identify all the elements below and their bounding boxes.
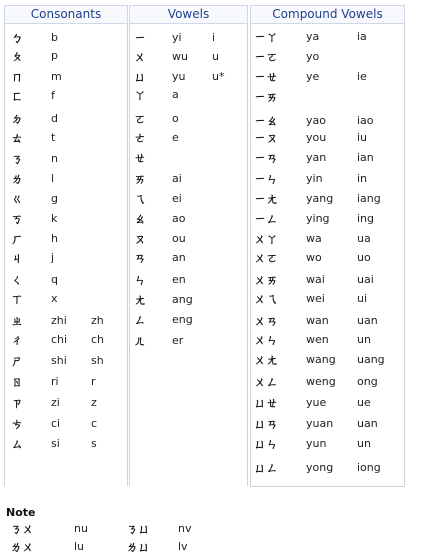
pinyin-combined: uan — [357, 417, 378, 430]
pinyin: lv — [178, 540, 188, 553]
zhuyin-symbol: ㄤ — [134, 293, 147, 307]
consonants-list — [4, 24, 128, 486]
consonants-row — [5, 292, 127, 306]
zhuyin-symbol: ㄧㄥ — [254, 212, 279, 226]
compound-row — [251, 437, 404, 451]
pinyin-standalone: yan — [306, 151, 327, 164]
zhuyin-symbol: ㄅ — [11, 31, 24, 45]
pinyin-combined: z — [91, 396, 97, 409]
vowels-header: Vowels — [129, 5, 248, 24]
pinyin-standalone: ou — [172, 232, 186, 245]
compound-row — [251, 396, 404, 410]
zhuyin-symbol: ㄗ — [11, 396, 24, 410]
pinyin-standalone: m — [51, 70, 62, 83]
vowels-row — [130, 334, 247, 348]
zhuyin-symbol: ㄎ — [11, 212, 24, 226]
zhuyin-symbol: ㄨㄥ — [254, 375, 279, 389]
pinyin-standalone: you — [306, 131, 327, 144]
zhuyin-symbol: ㄧ — [134, 31, 147, 45]
consonants-row — [5, 89, 127, 103]
pinyin-combined: ui — [357, 292, 368, 305]
zhuyin-symbol: ㄌㄨ — [10, 540, 35, 554]
vowels-row — [130, 251, 247, 265]
consonants-row — [5, 396, 127, 410]
compound-row — [251, 333, 404, 347]
zhuyin-symbol: ㄥ — [134, 313, 147, 327]
vowels-row — [130, 31, 247, 45]
compound-row — [251, 273, 404, 287]
pinyin-standalone: yi — [172, 31, 182, 44]
note-row — [0, 522, 425, 536]
vowels-row — [130, 212, 247, 226]
zhuyin-symbol: ㄜ — [134, 131, 147, 145]
zhuyin-symbol: ㄇ — [11, 70, 24, 84]
pinyin-standalone: yo — [306, 50, 320, 63]
zhuyin-symbol: ㄘ — [11, 417, 24, 431]
vowels-row — [130, 172, 247, 186]
note-row — [0, 540, 425, 554]
zhuyin-symbol: ㄝ — [134, 151, 147, 165]
consonants-row — [5, 31, 127, 45]
pinyin-standalone: ri — [51, 375, 59, 388]
pinyin-standalone: zhi — [51, 314, 67, 327]
zhuyin-symbol: ㄍ — [11, 192, 24, 206]
zhuyin-symbol: ㄑ — [11, 273, 24, 287]
pinyin-combined: ian — [357, 151, 374, 164]
consonants-row — [5, 437, 127, 451]
pinyin-standalone: wa — [306, 232, 322, 245]
compound-row — [251, 417, 404, 431]
pinyin: lu — [74, 540, 85, 553]
zhuyin-symbol: ㄟ — [134, 192, 147, 206]
zhuyin-symbol: ㄨ — [134, 50, 147, 64]
zhuyin-symbol: ㄋㄩ — [126, 522, 151, 536]
pinyin-standalone: yao — [306, 114, 326, 127]
pinyin-standalone: e — [172, 131, 179, 144]
pinyin-standalone: shi — [51, 354, 67, 367]
compound-vowels-panel — [250, 5, 405, 487]
compound-row — [251, 375, 404, 389]
zhuyin-symbol: ㄈ — [11, 89, 24, 103]
vowels-row — [130, 313, 247, 327]
zhuyin-symbol: ㄧㄛ — [254, 50, 279, 64]
pinyin-combined: i — [212, 31, 216, 44]
pinyin-standalone: yun — [306, 437, 327, 450]
pinyin-combined: ing — [357, 212, 375, 225]
zhuyin-symbol: ㄦ — [134, 334, 147, 348]
pinyin-standalone: wan — [306, 314, 329, 327]
pinyin-standalone: j — [51, 251, 55, 264]
zhuyin-symbol: ㄕ — [11, 354, 24, 368]
pinyin-standalone: er — [172, 334, 184, 347]
pinyin-standalone: k — [51, 212, 58, 225]
pinyin-standalone: weng — [306, 375, 336, 388]
zhuyin-symbol: ㄉ — [11, 112, 24, 126]
consonants-row — [5, 172, 127, 186]
pinyin-combined: iu — [357, 131, 368, 144]
consonants-row — [5, 273, 127, 287]
compound-row — [251, 151, 404, 165]
zhuyin-symbol: ㄆ — [11, 49, 24, 63]
vowels-row — [130, 232, 247, 246]
pinyin-standalone: wen — [306, 333, 329, 346]
pinyin-standalone: ang — [172, 293, 193, 306]
pinyin-combined: iang — [357, 192, 381, 205]
pinyin-combined: un — [357, 333, 371, 346]
consonants-row — [5, 375, 127, 389]
zhuyin-symbol: ㄧㄚ — [254, 30, 279, 44]
pinyin-combined: uai — [357, 273, 374, 286]
zhuyin-symbol: ㄧㄢ — [254, 151, 279, 165]
pinyin-standalone: x — [51, 292, 58, 305]
pinyin-standalone: ei — [172, 192, 182, 205]
zhuyin-symbol: ㄨㄤ — [254, 353, 279, 367]
pinyin-standalone: ying — [306, 212, 330, 225]
zhuyin-symbol: ㄙ — [11, 437, 24, 451]
zhuyin-symbol: ㄩㄢ — [254, 417, 279, 431]
consonants-row — [5, 131, 127, 145]
vowels-row — [130, 273, 247, 287]
consonants-row — [5, 333, 127, 347]
pinyin-standalone: wai — [306, 273, 325, 286]
pinyin-standalone: zi — [51, 396, 60, 409]
compound-row — [251, 70, 404, 84]
zhuyin-symbol: ㄧㄝ — [254, 70, 279, 84]
compound-row — [251, 314, 404, 328]
pinyin-combined: c — [91, 417, 98, 430]
compound-vowels-list — [250, 24, 405, 487]
zhuyin-symbol: ㄊ — [11, 131, 24, 145]
consonants-row — [5, 232, 127, 246]
vowels-row — [130, 50, 247, 64]
pinyin-combined: sh — [91, 354, 104, 367]
zhuyin-symbol: ㄩ — [134, 70, 147, 84]
pinyin-standalone: ci — [51, 417, 61, 430]
zhuyin-symbol: ㄛ — [134, 112, 147, 126]
pinyin-standalone: h — [51, 232, 58, 245]
zhuyin-symbol: ㄚ — [134, 88, 147, 102]
pinyin-combined: in — [357, 172, 368, 185]
vowels-row — [130, 192, 247, 206]
vowels-panel — [129, 5, 248, 486]
zhuyin-symbol: ㄣ — [134, 273, 147, 287]
pinyin: nv — [178, 522, 192, 535]
pinyin-standalone: f — [51, 89, 55, 102]
compound-vowels-header: Compound Vowels — [250, 5, 405, 24]
pinyin-standalone: yuan — [306, 417, 334, 430]
zhuyin-symbol: ㄨㄣ — [254, 333, 279, 347]
pinyin-combined: ch — [91, 333, 105, 346]
zhuyin-symbol: ㄐ — [11, 251, 24, 265]
pinyin-standalone: g — [51, 192, 58, 205]
compound-row — [251, 461, 404, 475]
vowels-row — [130, 131, 247, 145]
pinyin-combined: r — [91, 375, 96, 388]
zhuyin-symbol: ㄧㄞ — [254, 90, 279, 104]
pinyin-standalone: ai — [172, 172, 182, 185]
zhuyin-symbol: ㄔ — [11, 333, 24, 347]
pinyin-standalone: yang — [306, 192, 334, 205]
consonants-row — [5, 152, 127, 166]
compound-row — [251, 212, 404, 226]
zhuyin-symbol: ㄨㄢ — [254, 314, 279, 328]
pinyin-combined: ue — [357, 396, 371, 409]
compound-row — [251, 30, 404, 44]
pinyin-standalone: yue — [306, 396, 327, 409]
zhuyin-symbol: ㄠ — [134, 212, 147, 226]
consonants-row — [5, 314, 127, 328]
pinyin-standalone: wu — [172, 50, 188, 63]
pinyin-standalone: ao — [172, 212, 186, 225]
pinyin-standalone: q — [51, 273, 58, 286]
pinyin-standalone: wo — [306, 251, 322, 264]
pinyin-standalone: wei — [306, 292, 325, 305]
pinyin-standalone: a — [172, 88, 179, 101]
pinyin-combined: un — [357, 437, 371, 450]
pinyin-standalone: d — [51, 112, 58, 125]
zhuyin-symbol: ㄧㄡ — [254, 131, 279, 145]
zhuyin-symbol: ㄢ — [134, 251, 147, 265]
vowels-list — [129, 24, 248, 486]
vowels-row — [130, 88, 247, 102]
consonants-row — [5, 70, 127, 84]
pinyin-combined: ie — [357, 70, 367, 83]
zhuyin-symbol: ㄞ — [134, 172, 147, 186]
zhuyin-symbol: ㄨㄛ — [254, 251, 279, 265]
consonants-row — [5, 112, 127, 126]
pinyin-combined: zh — [91, 314, 104, 327]
compound-row — [251, 114, 404, 128]
pinyin-standalone: an — [172, 251, 186, 264]
zhuyin-symbol: ㄩㄥ — [254, 461, 279, 475]
zhuyin-symbol: ㄨㄞ — [254, 273, 279, 287]
vowels-row — [130, 293, 247, 307]
zhuyin-symbol: ㄨㄚ — [254, 232, 279, 246]
pinyin-standalone: t — [51, 131, 56, 144]
pinyin-standalone: yong — [306, 461, 334, 474]
pinyin-standalone: p — [51, 49, 58, 62]
pinyin: nu — [74, 522, 88, 535]
pinyin-combined: ong — [357, 375, 378, 388]
zhuyin-symbol: ㄧㄣ — [254, 172, 279, 186]
consonants-header: Consonants — [4, 5, 128, 24]
zhuyin-symbol: ㄏ — [11, 232, 24, 246]
pinyin-combined: ua — [357, 232, 371, 245]
compound-row — [251, 90, 404, 104]
zhuyin-symbol: ㄌㄩ — [126, 540, 151, 554]
pinyin-standalone: o — [172, 112, 179, 125]
pinyin-combined: iao — [357, 114, 374, 127]
zhuyin-symbol: ㄩㄣ — [254, 437, 279, 451]
zhuyin-symbol: ㄨㄟ — [254, 292, 279, 306]
consonants-row — [5, 49, 127, 63]
pinyin-standalone: eng — [172, 313, 193, 326]
compound-row — [251, 292, 404, 306]
pinyin-combined: s — [91, 437, 97, 450]
pinyin-combined: uan — [357, 314, 378, 327]
pinyin-combined: u — [212, 50, 219, 63]
pinyin-combined: u* — [212, 70, 225, 83]
zhuyin-symbol: ㄧㄠ — [254, 114, 279, 128]
pinyin-standalone: yu — [172, 70, 186, 83]
consonants-row — [5, 192, 127, 206]
consonants-panel — [4, 5, 128, 486]
pinyin-combined: uo — [357, 251, 371, 264]
compound-row — [251, 232, 404, 246]
pinyin-standalone: l — [51, 172, 55, 185]
vowels-row — [130, 70, 247, 84]
compound-row — [251, 172, 404, 186]
zhuyin-symbol: ㄓ — [11, 314, 24, 328]
compound-row — [251, 251, 404, 265]
consonants-row — [5, 417, 127, 431]
vowels-row — [130, 112, 247, 126]
pinyin-standalone: yin — [306, 172, 323, 185]
zhuyin-symbol: ㄋㄨ — [10, 522, 35, 536]
pinyin-combined: uang — [357, 353, 385, 366]
pinyin-combined: iong — [357, 461, 381, 474]
zhuyin-symbol: ㄋ — [11, 152, 24, 166]
zhuyin-symbol: ㄒ — [11, 292, 24, 306]
compound-row — [251, 131, 404, 145]
zhuyin-symbol: ㄡ — [134, 232, 147, 246]
compound-row — [251, 50, 404, 64]
pinyin-standalone: en — [172, 273, 186, 286]
zhuyin-symbol: ㄧㄤ — [254, 192, 279, 206]
pinyin-standalone: ye — [306, 70, 320, 83]
pinyin-standalone: wang — [306, 353, 336, 366]
compound-row — [251, 353, 404, 367]
note-title: Note — [6, 506, 36, 519]
vowels-row — [130, 151, 247, 165]
consonants-row — [5, 251, 127, 265]
pinyin-combined: ia — [357, 30, 367, 43]
consonants-row — [5, 354, 127, 368]
pinyin-standalone: b — [51, 31, 58, 44]
consonants-row — [5, 212, 127, 226]
zhuyin-symbol: ㄩㄝ — [254, 396, 279, 410]
pinyin-standalone: ya — [306, 30, 320, 43]
zhuyin-symbol: ㄖ — [11, 375, 24, 389]
pinyin-standalone: si — [51, 437, 60, 450]
compound-row — [251, 192, 404, 206]
pinyin-standalone: chi — [51, 333, 68, 346]
pinyin-standalone: n — [51, 152, 58, 165]
zhuyin-symbol: ㄌ — [11, 172, 24, 186]
